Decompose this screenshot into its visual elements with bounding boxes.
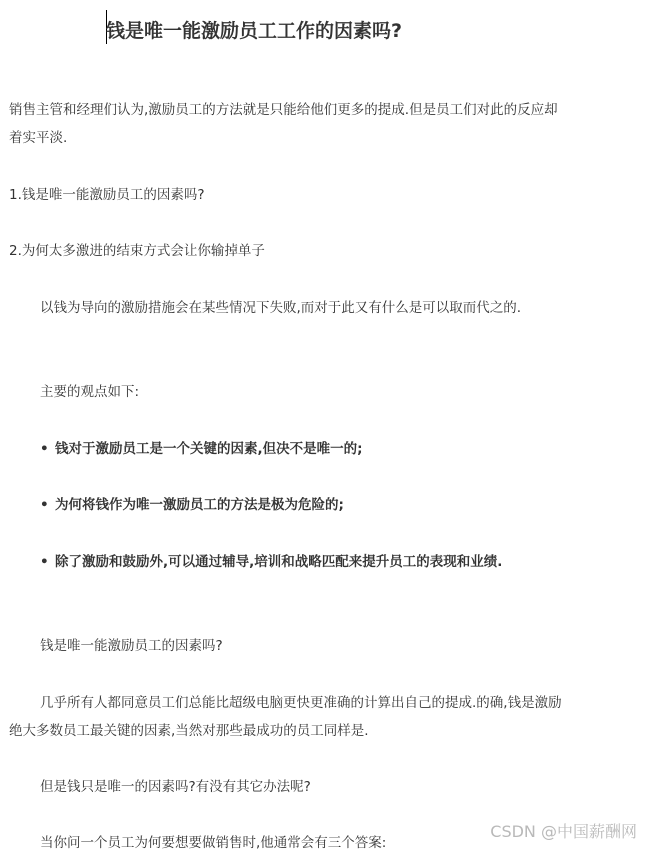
section-heading-question: 钱是唯一能激励员工的因素吗? <box>40 638 223 654</box>
bullet-text: 除了激励和鼓励外,可以通过辅导,培训和战略匹配来提升员工的表现和业绩. <box>55 554 503 570</box>
bullet-dot: • <box>40 441 49 457</box>
bullet-item-1 <box>9 435 569 463</box>
point-1: 1.钱是唯一能激励员工的因素吗? <box>9 187 205 203</box>
article-title: 钱是唯一能激励员工工作的因素吗? <box>106 20 403 42</box>
bullet-text: 为何将钱作为唯一激励员工的方法是极为危险的; <box>55 497 344 513</box>
bullet-item-3 <box>9 548 569 576</box>
paragraph-main-points: 主要的观点如下: <box>40 384 140 400</box>
bullet-dot: • <box>40 497 49 513</box>
bullet-dot: • <box>40 554 49 570</box>
intro-paragraph: 销售主管和经理们认为,激励员工的方法就是只能给他们更多的提成.但是员工们对此的反应却着实平淡. <box>9 102 558 146</box>
paragraph-commission: 几乎所有人都同意员工们总能比超级电脑更快更准确的计算出自己的提成.的确,钱是激励绝大多数员工最关键的因素,当然对那些最成功的员工同样是. <box>9 695 562 739</box>
bullet-text: 钱对于激励员工是一个关键的因素,但决不是唯一的; <box>55 441 363 457</box>
paragraph-alternatives: 以钱为导向的激励措施会在某些情况下失败,而对于此又有什么是可以取而代之的. <box>40 300 522 316</box>
csdn-watermark: CSDN @中国薪酬网 <box>490 822 637 841</box>
bullet-item-2 <box>9 491 569 519</box>
point-2: 2.为何太多激进的结束方式会让你输掉单子 <box>9 243 265 259</box>
paragraph-three-answers: 当你问一个员工为何要想要做销售时,他通常会有三个答案: <box>40 835 387 851</box>
paragraph-other-ways: 但是钱只是唯一的因素吗?有没有其它办法呢? <box>40 779 311 795</box>
